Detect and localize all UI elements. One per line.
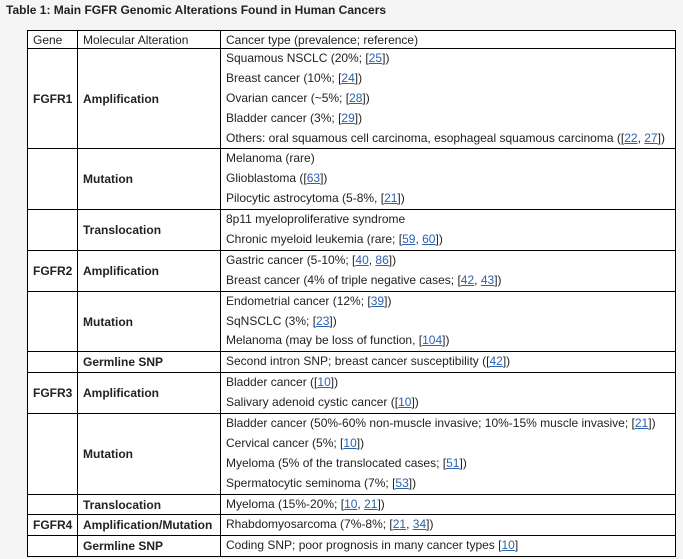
cancer-type-close: ) [358, 110, 363, 125]
cancer-type-close: ) [385, 51, 390, 65]
gene-cell: FGFR4 [28, 515, 78, 536]
cancer-type-text: Endometrial cancer (12%; [226, 293, 368, 308]
cancer-type-entry: Myeloma (5% of the translocated cases; [51]) [226, 455, 467, 470]
reference-link[interactable]: 24 [341, 70, 355, 85]
reference-link[interactable]: 10 [398, 395, 412, 410]
cancer-type-close: ) [651, 416, 656, 431]
cancer-type-text: Coding SNP; poor prognosis in many cancer types [226, 538, 499, 553]
cancer-type-entry: Breast cancer (4% of triple negative cases; [42, 43]) [226, 272, 502, 287]
fgfr-alterations-table [27, 30, 676, 557]
reference-link[interactable]: 63 [306, 171, 321, 186]
alteration-cell: Amplification [78, 250, 221, 291]
cancer-type-entry: Endometrial cancer (12%; [39]) [226, 293, 392, 308]
cancer-type-entry: Cervical cancer (5%; [10]) [226, 435, 365, 450]
alteration-cell: Amplification [78, 49, 221, 149]
cancer-type-cell [221, 536, 676, 557]
cancer-type-cell [221, 414, 676, 495]
cancer-type-text: Melanoma (rare) [226, 151, 315, 166]
alteration-cell: Mutation [78, 414, 221, 495]
cancer-type-entry: Pilocytic astrocytoma (5-8%, [21]) [226, 191, 405, 206]
reference-link[interactable]: 42 [489, 354, 503, 369]
cancer-type-text: Myeloma (5% of the translocated cases; [226, 455, 443, 470]
alteration-cell: Translocation [78, 494, 221, 515]
header-cancer-type: Cancer type (prevalence; reference) [221, 31, 676, 49]
cancer-type-text: 8p11 myeloproliferative syndrome [226, 212, 406, 227]
gene-cell: FGFR3 [28, 373, 78, 414]
table-row [28, 210, 676, 251]
alteration-cell: Germline SNP [78, 352, 221, 373]
cancer-type-entry: Others: oral squamous cell carcinoma, esophageal squamous carcinoma ([22, 27]) [226, 130, 665, 145]
cancer-type-close: ) [414, 395, 419, 410]
reference-link[interactable]: 59 [402, 232, 416, 247]
reference-link[interactable]: 43 [480, 272, 495, 287]
cancer-type-close: ) [660, 130, 665, 145]
cancer-type-entry [221, 149, 675, 169]
cancer-type-close: ) [445, 333, 450, 348]
reference-link[interactable]: 10 [317, 375, 331, 390]
cancer-type-entry: SqNSCLC (3%; [23]) [226, 313, 337, 328]
cancer-type-text: Others: oral squamous cell carcinoma, esophageal squamous carcinoma ( [226, 130, 621, 145]
cancer-type-cell [221, 250, 676, 291]
cancer-type-entry: Second intron SNP; breast cancer susceptibility ([42]) [226, 354, 511, 369]
cancer-type-text: SqNSCLC (3%; [226, 313, 313, 328]
alteration-cell: Mutation [78, 291, 221, 352]
cancer-type-text: Breast cancer (4% of triple negative cases; [226, 272, 458, 287]
cancer-type-close: ) [412, 475, 417, 490]
cancer-type-entry: Melanoma (may be loss of function, [104]) [226, 333, 450, 348]
reference-link[interactable]: 21 [392, 517, 407, 532]
table-row [28, 373, 676, 414]
cancer-type-entry: Squamous NSCLC (20%; [25]) [226, 51, 390, 65]
reference-link[interactable]: 60 [422, 232, 436, 247]
cancer-type-text: Glioblastoma ( [226, 171, 304, 186]
cancer-type-entry: Bladder cancer (3%; [29]) [226, 110, 363, 125]
alteration-cell: Mutation [78, 149, 221, 210]
cancer-type-text: Rhabdomyosarcoma (7%-8%; [226, 517, 390, 532]
reference-link[interactable]: 104 [422, 333, 443, 348]
cancer-type-cell [221, 352, 676, 373]
reference-link[interactable]: 34 [412, 517, 427, 532]
cancer-type-text: Bladder cancer ( [226, 375, 315, 390]
cancer-type-text: Melanoma (may be loss of function, [226, 333, 419, 348]
table-row [28, 414, 676, 495]
cancer-type-text: Squamous NSCLC (20%; [226, 51, 366, 65]
gene-cell [28, 536, 78, 557]
cancer-type-close: ) [387, 293, 392, 308]
gene-cell [28, 291, 78, 352]
cancer-type-close: ) [392, 252, 397, 267]
alteration-cell: Amplification [78, 373, 221, 414]
reference-link[interactable]: 10 [343, 435, 357, 450]
gene-cell [28, 149, 78, 210]
cancer-type-close: ) [506, 354, 511, 369]
cancer-type-entry: Glioblastoma ([63]) [226, 171, 328, 186]
reference-link[interactable]: 28 [349, 90, 363, 105]
cancer-type-close: ) [438, 232, 443, 247]
alteration-cell: Amplification/Mutation [78, 515, 221, 536]
cancer-type-cell [221, 494, 676, 515]
cancer-type-close: ) [323, 171, 328, 186]
table-body [28, 49, 676, 557]
cancer-type-entry: Gastric cancer (5-10%; [40, 86]) [226, 252, 397, 267]
cancer-type-text: Cervical cancer (5%; [226, 435, 341, 450]
cancer-type-entry: Salivary adenoid cystic cancer ([10]) [226, 395, 419, 410]
reference-link[interactable]: 10 [344, 496, 358, 511]
reference-link[interactable]: 21 [364, 496, 378, 511]
table-row [28, 536, 676, 557]
cancer-type-cell [221, 49, 676, 149]
gene-cell: FGFR1 [28, 49, 78, 149]
cancer-type-text: Salivary adenoid cystic cancer ( [226, 395, 395, 410]
gene-cell [28, 210, 78, 251]
table-row [28, 291, 676, 352]
cancer-type-text: Gastric cancer (5-10%; [226, 252, 353, 267]
cancer-type-cell [221, 149, 676, 210]
reference-link[interactable]: 21 [634, 416, 649, 431]
cancer-type-close: ) [400, 191, 405, 206]
gene-cell [28, 414, 78, 495]
cancer-type-text: Chronic myeloid leukemia (rare; [226, 232, 399, 247]
cancer-type-text: Bladder cancer (3%; [226, 110, 339, 125]
table-row [28, 494, 676, 515]
reference-link[interactable]: 42 [460, 272, 475, 287]
table-caption: Table 1: Main FGFR Genomic Alterations Found in Human Cancers [6, 3, 387, 17]
reference-link[interactable]: 25 [368, 51, 383, 65]
reference-link[interactable]: 86 [375, 252, 389, 267]
reference-link[interactable]: 23 [316, 313, 330, 328]
header-molecular-alteration: Molecular Alteration [78, 31, 221, 49]
gene-cell [28, 352, 78, 373]
table-row [28, 49, 676, 149]
cancer-type-close: ) [358, 70, 363, 85]
reference-link[interactable]: 53 [395, 475, 409, 490]
cancer-type-entry: Myeloma (15%-20%; [10, 21]) [226, 496, 385, 511]
table-row [28, 515, 676, 536]
cancer-type-text: Pilocytic astrocytoma (5-8%, [226, 191, 381, 206]
cancer-type-entry: Breast cancer (10%; [24]) [226, 70, 363, 85]
cancer-type-close: ) [332, 313, 337, 328]
cancer-type-entry: Coding SNP; poor prognosis in many cancer types [10] [226, 538, 519, 553]
alteration-cell: Translocation [78, 210, 221, 251]
cancer-type-entry [221, 210, 675, 230]
gene-cell [28, 494, 78, 515]
cancer-type-entry: Chronic myeloid leukemia (rare; [59, 60]) [226, 232, 443, 247]
cancer-type-text: Breast cancer (10%; [226, 70, 339, 85]
reference-link[interactable]: 39 [370, 293, 385, 308]
reference-link[interactable]: 22 [624, 130, 638, 145]
reference-link[interactable]: 27 [644, 130, 658, 145]
cancer-type-close: ) [360, 435, 365, 450]
gene-cell: FGFR2 [28, 250, 78, 291]
reference-link[interactable]: 10 [501, 538, 515, 553]
cancer-type-close: ) [334, 375, 339, 390]
cancer-type-close: ) [365, 90, 370, 105]
cancer-type-close: ) [429, 517, 434, 532]
cancer-type-entry: Ovarian cancer (~5%; [28]) [226, 90, 370, 105]
reference-link[interactable]: 40 [355, 252, 369, 267]
header-row [28, 31, 676, 49]
table-row [28, 250, 676, 291]
header-gene: Gene [28, 31, 78, 49]
cancer-type-entry: Bladder cancer (50%-60% non-muscle invasive; 10%-15% muscle invasive; [21]) [226, 416, 656, 431]
cancer-type-text: Myeloma (15%-20%; [226, 496, 341, 511]
cancer-type-text: Second intron SNP; breast cancer susceptibility ( [226, 354, 487, 369]
reference-link[interactable]: 51 [446, 455, 460, 470]
cancer-type-cell [221, 210, 676, 251]
reference-link[interactable]: 29 [341, 110, 355, 125]
alteration-cell: Germline SNP [78, 536, 221, 557]
reference-link[interactable]: 21 [384, 191, 398, 206]
cancer-type-close: ) [380, 496, 385, 511]
cancer-type-text: Bladder cancer (50%-60% non-muscle invasive; 10%-15% muscle invasive; [226, 416, 632, 431]
cancer-type-text: Spermatocytic seminoma (7%; [226, 475, 393, 490]
cancer-type-cell [221, 373, 676, 414]
cancer-type-text: Ovarian cancer (~5%; [226, 90, 346, 105]
cancer-type-cell [221, 515, 676, 536]
cancer-type-entry: Spermatocytic seminoma (7%; [53]) [226, 475, 417, 490]
cancer-type-cell [221, 291, 676, 352]
cancer-type-close: ) [497, 272, 502, 287]
cancer-type-entry: Bladder cancer ([10]) [226, 375, 339, 390]
table-row [28, 149, 676, 210]
cancer-type-close: ) [462, 455, 467, 470]
table-row [28, 352, 676, 373]
cancer-type-entry: Rhabdomyosarcoma (7%-8%; [21, 34]) [226, 517, 434, 532]
